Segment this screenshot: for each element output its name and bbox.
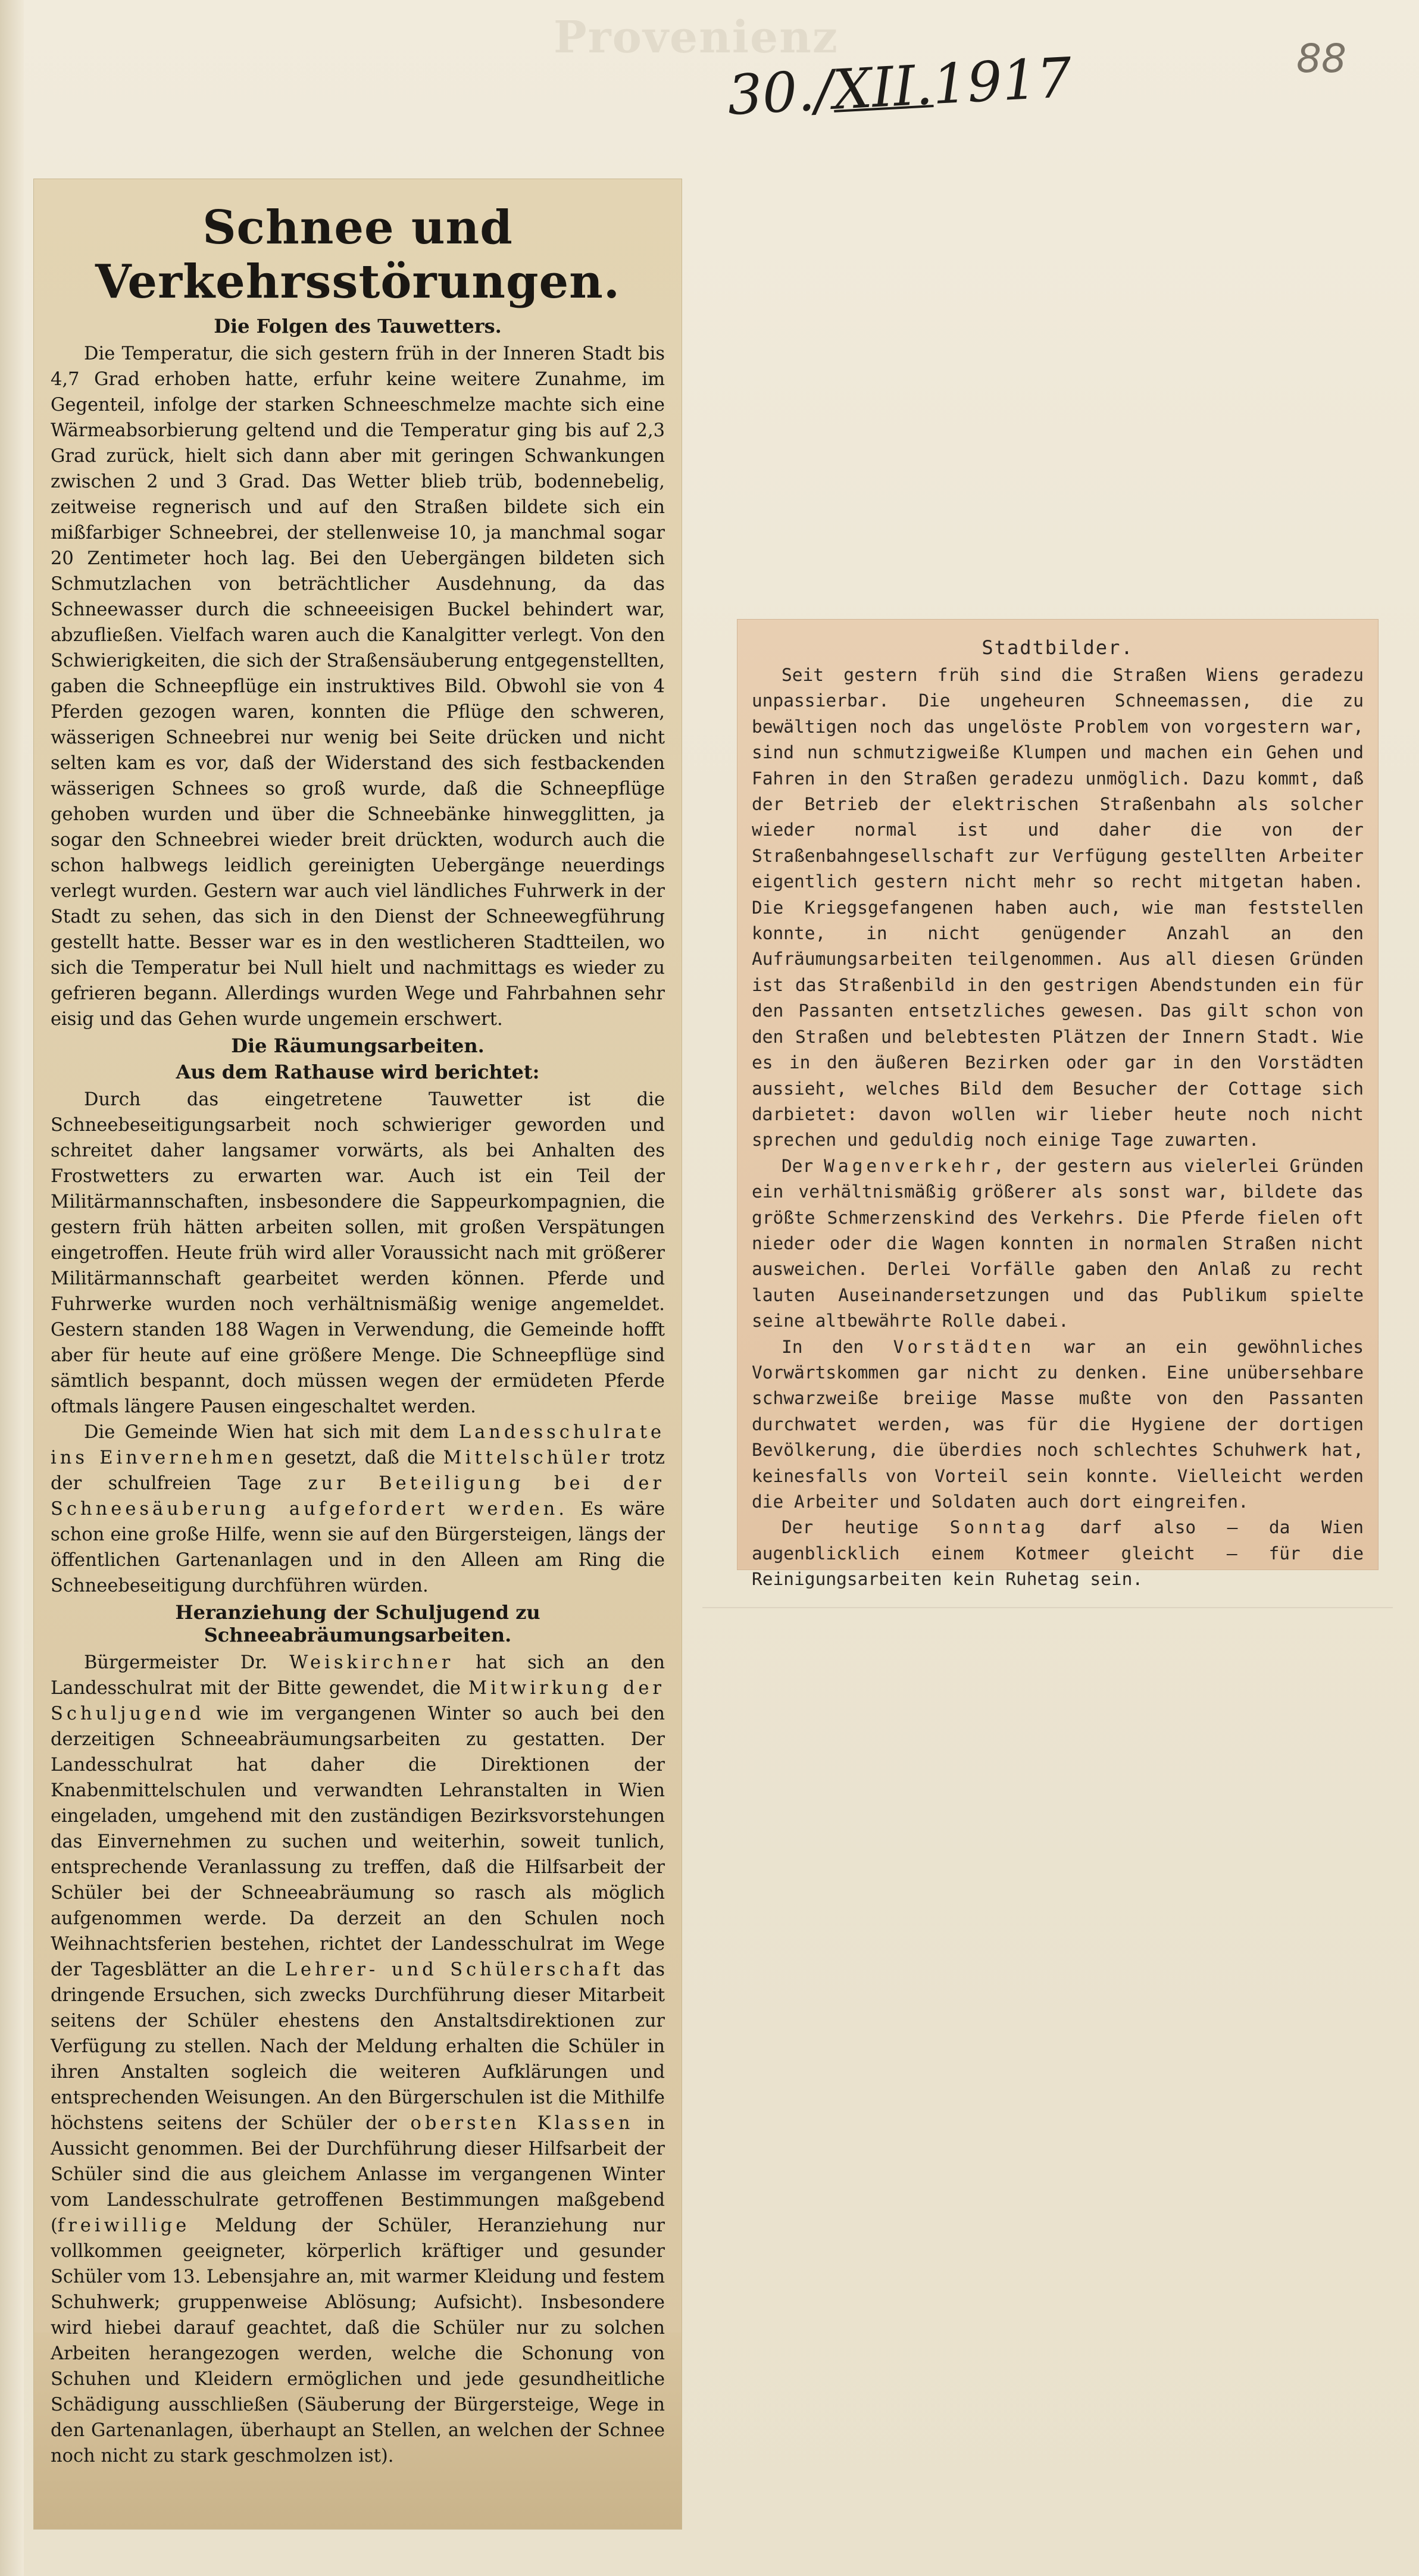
spaced-text: obersten Klassen <box>410 2113 634 2134</box>
spaced-text: freiwillige <box>57 2215 190 2236</box>
page-number: 88 <box>1296 36 1346 82</box>
text-run: hat sich an den Landesschulrat mit der Bitte gewendet, die <box>51 1652 665 1699</box>
text-run: Die Gemeinde Wien hat sich mit dem <box>84 1422 459 1443</box>
spaced-text: Lehrer- und Schülerschaft <box>285 1959 624 1980</box>
section-title: Heranziehung der Schuljugend zu Schneeabräumungsarbeiten. <box>175 1601 540 1646</box>
section-title: Die Räumungsarbeiten. <box>231 1034 485 1057</box>
text-run: Meldung der Schüler, Heranziehung nur vollkommen geeigneter, körperlich kräftiger und gesunder Schüler vom 13. Lebensjahre an, mit warmer Kleidung und festem Schuhwerk; gruppenweise Ablösung; Aufsicht). Insbesondere wird hiebei darauf geachtet, daß die Schüler nur zu solchen Arbeiten herangezogen werden, welche die Schonung von Schuhen und Kleidern ermöglichen und jede gesundheitliche Schädigung ausschließen (Säuberung der Bürgersteige, Wege in den Gartenanlagen, überhaupt an Stellen, an welchen der Schnee noch nicht zu stark geschmolzen ist). <box>51 2215 665 2466</box>
date-year: 1917 <box>930 45 1074 117</box>
section-raeumung <box>51 1034 665 1599</box>
article-clipping-right <box>737 619 1379 1590</box>
text-run: . Es wäre schon eine große Hilfe, wenn sie auf den Bürgersteigen, längs der öffentlichen Gartenanlagen und in den Alleen am Ring die Schneebeseitigung durchführen würden. <box>51 1499 665 1596</box>
text-run: in Aussicht genommen. Bei der Durchführung dieser Hilfsarbeit der Schüler sind die aus gleichem Anlasse im vergangenen Winter vom Landesschulrate getroffenen Bestimmungen maßgebend ( <box>51 2113 665 2236</box>
sheet-left-margin <box>0 0 24 2576</box>
article-title: Stadtbilder. <box>982 636 1134 659</box>
paragraph <box>51 1650 665 2469</box>
text-run: das dringende Ersuchen, sich zwecks Durchführung dieser Mitarbeit seitens der Schüler ehestens den Anstaltsdirektionen zur Verfügung zu stellen. Nach der Meldung erhalten die Schüler in ihren Anstalten sogleich die weiteren Aufklärungen und entsprechenden Weisungen. An den Bürgerschulen ist die Mithilfe höchstens seitens der Schüler der <box>51 1959 665 2134</box>
paragraph <box>752 1153 1364 1334</box>
text-run: darf also — da Wien augenblicklich einem Kotmeer gleicht — für die Reinigungsarbeiten kein Ruhetag sein. <box>752 1517 1364 1590</box>
paper-fold-line <box>702 1607 1393 1608</box>
date-month: XII. <box>831 53 934 122</box>
spaced-text: Vorstädten <box>893 1336 1035 1357</box>
faded-stamp: Provenienz <box>554 12 839 63</box>
paragraph: Durch das eingetretene Tauwetter ist die Schneebeseitigungsarbeit noch schwieriger geworden und schreitet daher langsamer vorwärts, als bei Anhalten des Frostwetters zu erwarten war. Auch ist ein Teil der Militärmannschaften, insbesondere die Sappeurkompagnien, die gestern früh hätten arbeiten sollen, mit großen Verspätungen eingetroffen. Heute früh wird aller Voraussicht nach mit größerer Militärmannschaft gearbeitet werden können. Pferde und Fuhrwerke wurden noch verhältnismäßig wenige angemeldet. Gestern standen 188 Wagen in Verwendung, die Gemeinde hofft aber für heute auf eine größere Menge. Die Schneepflüge sind sämtlich bespannt, doch müssen wegen der ermüdeten Pferde oftmals längere Pausen eingeschaltet werden. <box>51 1089 665 1417</box>
paragraph <box>51 1420 665 1599</box>
text-run: wie im vergangenen Winter so auch bei den derzeitigen Schneeabräumungsarbeiten zu gestatten. Der Landesschulrat hat daher die Direktionen der Knabenmittelschulen und verwandten Lehranstalten in Wien eingeladen, umgehend mit den zuständigen Bezirksvorstehungen das Einvernehmen zu suchen und weiterhin, soweit tunlich, entsprechende Veranlassung zu treffen, daß die Hilfsarbeit der Schüler bei der Schneeabräumung so rasch als möglich aufgenommen werde. Da derzeit an den Schulen noch Weihnachtsferien bestehen, richtet der Landesschulrat im Wege der Tagesblätter an die <box>51 1703 665 1980</box>
paragraph <box>752 1334 1364 1515</box>
spaced-text: Sonntag <box>949 1517 1049 1538</box>
section-schuljugend <box>51 1601 665 2469</box>
spaced-text: Mitwirkung der Schuljugend <box>51 1678 665 1724</box>
paragraph <box>752 1515 1364 1592</box>
text-run: trotz der schulfreien Tage <box>51 1448 665 1494</box>
article-headline: Schnee und Verkehrsstörungen. <box>95 201 620 309</box>
spaced-text: zur Beteiligung bei der Schneesäuberung aufgefordert werden <box>51 1473 665 1520</box>
text-run: Bürgermeister Dr. <box>84 1652 290 1673</box>
spaced-text: Wagenverkehr <box>824 1155 994 1176</box>
section-subtitle: Aus dem Rathause wird berichtet: <box>176 1061 540 1083</box>
text-run: , der gestern aus vielerlei Gründen ein verhältnismäßig größerer als sonst war, bildete das größte Schmerzenskind des Verkehrs. Die Pferde fielen oft nieder oder die Wagen konnten in normalen Straßen nicht ausweichen. Derlei Vorfälle gaben den Anlaß zu recht lauten Auseinandersetzungen und das Publikum spielte seine altbewährte Rolle dabei. <box>752 1155 1364 1331</box>
spaced-text: Mittelschüler <box>443 1448 614 1468</box>
text-run: Der heutige <box>782 1517 950 1538</box>
article-clipping-left <box>33 179 682 2530</box>
text-run: Der <box>782 1155 824 1176</box>
spaced-text: Weiskirchner <box>289 1652 454 1673</box>
date-prefix: 30./ <box>726 58 835 128</box>
paragraph: Die Temperatur, die sich gestern früh in der Inneren Stadt bis 4,7 Grad erhoben hatte, erfuhr keine weitere Zunahme, im Gegenteil, infolge der starken Schneeschmelze machte sich eine Wärmeabsorbierung geltend und die Temperatur ging bis auf 2,3 Grad zurück, hielt sich dann aber mit geringen Schwankungen zwischen 2 und 3 Grad. Das Wetter blieb trüb, bodennebelig, zeitweise regnerisch und auf den Straßen bildete sich ein mißfarbiger Schneebrei, der stellenweise 10, ja manchmal sogar 20 Zentimeter hoch lag. Bei den Uebergängen bildeten sich Schmutzlachen von beträchtlicher Ausdehnung, da das Schneewasser durch die schneeeisigen Buckel behindert war, abzufließen. Vielfach waren auch die Kanalgitter verlegt. Von den Schwierigkeiten, die sich der Straßensäuberung entgegenstellten, gaben die Schneepflüge ein instruktives Bild. Obwohl sie von 4 Pferden gezogen waren, konnten die Pflüge den schweren, wässerigen Schneebrei nur wenig bei Seite drücken und nicht selten kam es vor, daß der Widerstand des sich festbackenden wässerigen Schnees so groß wurde, daß die Schneepflüge gehoben wurden und über die Schneebänke hinwegglitten, ja sogar den Schneebrei wieder breit drückten, wodurch auch die schon halbwegs leidlich gereinigten Uebergänge neuerdings verlegt wurden. Gestern war auch viel ländliches Fuhrwerk in der Stadt zu sehen, das sich in den Dienst der Schneewegführung gestellt hatte. Besser war es in den westlicheren Stadtteilen, wo sich die Temperatur bei Null hielt und nachmittags es wieder zu gefrieren begann. Allerdings wurden Wege und Fahrbahnen sehr eisig und das Gehen wurde ungemein erschwert. <box>51 343 665 1030</box>
text-run: In den <box>782 1336 893 1357</box>
section-tauwetter <box>51 315 665 1032</box>
text-run: war an ein gewöhnliches Vorwärtskommen gar nicht zu denken. Eine unübersehbare schwarzweiße breiige Masse mußte von den Passanten durchwatet werden, was für die Hygiene der dortigen Bevölkerung, die überdies noch schlechtes Schuhwerk hat, keinesfalls von Vorteil sein konnte. Vielleicht werden die Arbeiter und Soldaten auch dort eingreifen. <box>752 1336 1364 1512</box>
spaced-text: Landesschulrate ins Einvernehmen <box>51 1422 665 1468</box>
paragraph: Seit gestern früh sind die Straßen Wiens geradezu unpassierbar. Die ungeheuren Schneemassen, die zu bewältigen noch das ungelöste Problem von vorgestern war, sind nun schmutzigweiße Klumpen und machen ein Gehen und Fahren in den Straßen geradezu unmöglich. Dazu kommt, daß der Betrieb der elektrischen Straßenbahn als solcher wieder normal ist und daher die von der Straßenbahngesellschaft zur Verfügung gestellten Arbeiter eigentlich gestern nicht mehr so recht mitgetan haben. Die Kriegsgefangenen haben auch, wie man feststellen konnte, in nicht genügender Anzahl an den Aufräumungsarbeiten teilgenommen. Aus all diesen Gründen ist das Straßenbild in den gestrigen Abendstunden ein für den Passanten entsetzliches gewesen. Das gilt schon von den Straßen und belebtesten Plätzen der Innern Stadt. Wie es in den äußeren Bezirken oder gar in den Vorstädten aussieht, welches Bild dem Besucher der Cottage sich darbietet: davon wollen wir lieber heute noch nicht sprechen und geduldig noch einige Tage zuwarten. <box>752 665 1364 1151</box>
text-run: gesetzt, daß die <box>276 1448 443 1468</box>
section-title: Die Folgen des Tauwetters. <box>214 315 502 337</box>
